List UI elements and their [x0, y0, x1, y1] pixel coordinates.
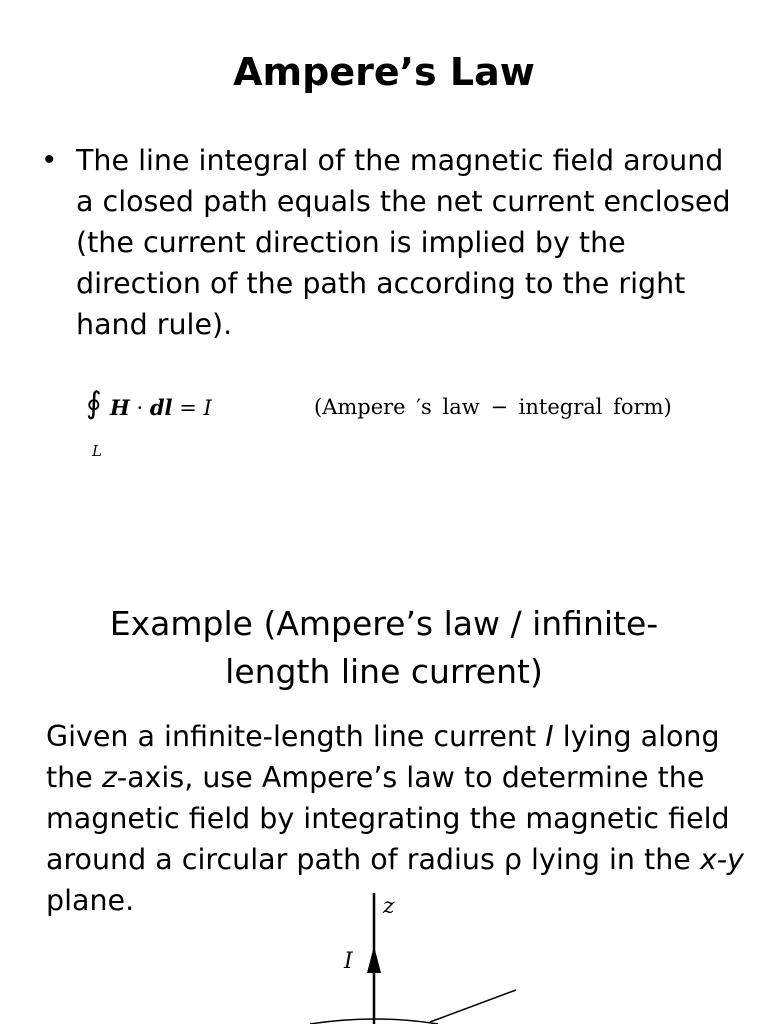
equation-H: H [110, 395, 130, 420]
slide-title: Ampere’s Law [233, 50, 535, 94]
equation-I: I [203, 396, 212, 420]
example-title-line2: length line current) [225, 652, 543, 691]
example-title-line1: Example (Ampere’s law / infinite- [109, 604, 659, 643]
equation-equals: = [172, 396, 204, 420]
body-text-4: plane. [46, 884, 135, 917]
contour-integral-symbol: ∮ [86, 386, 102, 421]
x-y-plane-line [430, 990, 516, 1022]
body-text-3: -axis, use Ampere’s law to determine the magnetic field by integrating the magnetic field around a circular path of radius ρ lying in the [46, 761, 730, 876]
body-text-1: Given a infinite-length line current [46, 720, 546, 753]
body-text-2: lying along the [46, 720, 720, 794]
bullet-text: The line integral of the magnetic field around a closed path equals the net current enclosed (the current direction is implied by the direction of the path according to the right hand rule). [76, 144, 731, 341]
z-axis-label: z [383, 894, 395, 919]
body-I: I [545, 720, 554, 753]
equation-dl: dl [149, 395, 173, 420]
current-label: I [344, 949, 353, 974]
bullet-marker: • [44, 143, 55, 176]
integral-subscript: L [92, 442, 102, 460]
current-arrow-icon [367, 946, 381, 973]
equation-label: (Ampere ′s law − integral form) [314, 395, 672, 419]
equation-dot: · [129, 396, 150, 420]
body-z: z [101, 761, 117, 794]
body-xy: x-y [699, 843, 744, 876]
